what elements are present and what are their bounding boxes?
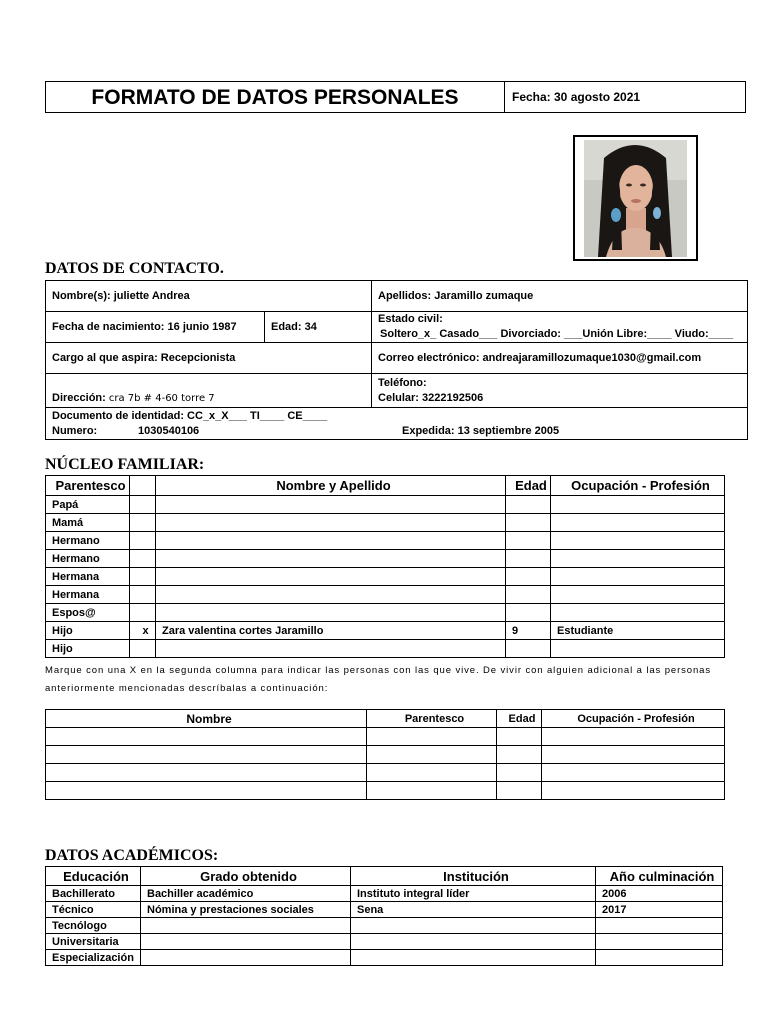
email-cell: Correo electrónico: andreajaramillozumaque1030@gmail.com (372, 343, 748, 374)
id-document-text: Documento de identidad: CC_x_X___ TI____ CE____ (52, 409, 328, 422)
header-cell: Edad (497, 710, 542, 728)
table-row (46, 622, 725, 640)
table-cell (46, 764, 367, 782)
table-cell: Hijo (46, 640, 130, 658)
address-value: cra 7b # 4-60 torre 7 (108, 393, 215, 404)
table-cell (141, 950, 351, 966)
table-cell (551, 604, 725, 622)
table-cell (596, 918, 723, 934)
table-cell (506, 496, 551, 514)
id-document-cell (46, 408, 748, 440)
marital-status-options: Soltero_x_ Casado___ Divorciado: ___Unión Libre:____ Viudo:____ (380, 328, 734, 340)
header-cell: Ocupación - Profesión (551, 476, 725, 496)
table-cell (367, 764, 497, 782)
table-cell: Hermana (46, 568, 130, 586)
table-cell (551, 640, 725, 658)
table-cell (551, 586, 725, 604)
table-cell (351, 918, 596, 934)
table-cell: Sena (351, 902, 596, 918)
header-cell: Edad (506, 476, 551, 496)
table-row (46, 886, 723, 902)
form-header (45, 81, 746, 113)
table-row (46, 764, 725, 782)
table-row (46, 550, 725, 568)
table-cell (130, 604, 156, 622)
contact-table (45, 280, 748, 440)
header-cell: Institución (351, 867, 596, 886)
table-cell (130, 514, 156, 532)
table-row (46, 604, 725, 622)
table-cell (367, 782, 497, 800)
additional-people-table (45, 709, 725, 800)
table-cell (156, 604, 506, 622)
form-date: Fecha: 30 agosto 2021 (512, 90, 641, 104)
table-cell: Papá (46, 496, 130, 514)
table-cell: Técnico (46, 902, 141, 918)
header-cell: Educación (46, 867, 141, 886)
table-cell (130, 568, 156, 586)
family-note: Marque con una X en la segunda columna para indicar las personas con las que vive. De vivir con alguien adicional a las personas anteriormente mencionadas descríbalas a continuación: (45, 665, 711, 694)
table-row (46, 782, 725, 800)
table-cell (156, 550, 506, 568)
table-cell (497, 764, 542, 782)
table-row (46, 746, 725, 764)
table-cell (141, 934, 351, 950)
family-table (45, 475, 725, 658)
names-cell: Nombre(s): juliette Andrea (46, 281, 372, 312)
id-number-label: Numero: (52, 424, 98, 437)
table-cell (506, 532, 551, 550)
table-cell: Mamá (46, 514, 130, 532)
table-row (46, 728, 725, 746)
table-cell: Nómina y prestaciones sociales (141, 902, 351, 918)
table-cell (130, 550, 156, 568)
table-row (46, 950, 723, 966)
table-cell (130, 496, 156, 514)
table-cell: 2017 (596, 902, 723, 918)
table-cell (506, 604, 551, 622)
table-cell (551, 532, 725, 550)
table-cell (46, 746, 367, 764)
table-cell (506, 586, 551, 604)
table-cell (497, 746, 542, 764)
table-row (46, 496, 725, 514)
table-row (46, 902, 723, 918)
academic-section-title: DATOS ACADÉMICOS: (45, 847, 219, 864)
header-cell: Ocupación - Profesión (542, 710, 725, 728)
header-cell: Año culminación (596, 867, 723, 886)
table-cell (551, 550, 725, 568)
phone-label: Teléfono: (378, 376, 427, 389)
table-cell (156, 586, 506, 604)
mobile-value: Celular: 3222192506 (378, 391, 484, 404)
header-cell: Parentesco (46, 476, 130, 496)
table-cell: Hermano (46, 550, 130, 568)
table-cell: 9 (506, 622, 551, 640)
contact-section-title: DATOS DE CONTACTO. (45, 260, 224, 277)
table-cell: Estudiante (551, 622, 725, 640)
table-cell: Universitaria (46, 934, 141, 950)
table-cell: Zara valentina cortes Jaramillo (156, 622, 506, 640)
table-cell (506, 568, 551, 586)
table-cell (367, 746, 497, 764)
table-cell: x (130, 622, 156, 640)
table-row (46, 514, 725, 532)
table-cell (367, 728, 497, 746)
table-cell (506, 550, 551, 568)
additional-header-row (46, 710, 725, 728)
table-cell (596, 934, 723, 950)
table-row (46, 640, 725, 658)
table-cell (130, 640, 156, 658)
header-cell (130, 476, 156, 496)
form-title: FORMATO DE DATOS PERSONALES (46, 82, 505, 112)
table-cell (46, 728, 367, 746)
family-header-row (46, 476, 725, 496)
table-cell (156, 532, 506, 550)
id-number-value: 1030540106 (138, 424, 200, 437)
table-row (46, 918, 723, 934)
table-cell (497, 728, 542, 746)
table-cell: Espos@ (46, 604, 130, 622)
academic-header-row (46, 867, 723, 886)
table-cell: Hermano (46, 532, 130, 550)
person-portrait-icon (584, 140, 687, 257)
header-cell: Grado obtenido (141, 867, 351, 886)
address-cell (46, 374, 372, 408)
table-cell: Instituto integral líder (351, 886, 596, 902)
table-cell (156, 496, 506, 514)
table-cell: Hermana (46, 586, 130, 604)
table-cell: Hijo (46, 622, 130, 640)
header-cell: Nombre (46, 710, 367, 728)
table-cell (542, 764, 725, 782)
table-cell (130, 586, 156, 604)
position-cell: Cargo al que aspira: Recepcionista (46, 343, 372, 374)
table-cell (351, 950, 596, 966)
marital-status-cell (372, 312, 748, 343)
table-cell (156, 640, 506, 658)
table-cell (506, 514, 551, 532)
table-cell (596, 950, 723, 966)
table-row (46, 934, 723, 950)
family-section-title: NÚCLEO FAMILIAR: (45, 456, 205, 473)
academic-table (45, 866, 723, 966)
table-cell: Bachiller académico (141, 886, 351, 902)
table-cell: Tecnólogo (46, 918, 141, 934)
header-cell: Nombre y Apellido (156, 476, 506, 496)
table-cell (551, 496, 725, 514)
table-cell (351, 934, 596, 950)
birthdate-cell: Fecha de nacimiento: 16 junio 1987 (46, 312, 265, 343)
profile-photo (573, 135, 698, 261)
table-cell: 2006 (596, 886, 723, 902)
table-cell (542, 746, 725, 764)
table-cell (130, 532, 156, 550)
header-cell: Parentesco (367, 710, 497, 728)
table-cell (551, 514, 725, 532)
table-cell (542, 728, 725, 746)
issued-date: Expedida: 13 septiembre 2005 (402, 424, 560, 437)
table-cell: Bachillerato (46, 886, 141, 902)
marital-status-label: Estado civil: (378, 313, 443, 325)
address-label: Dirección: (52, 392, 106, 404)
table-cell (506, 640, 551, 658)
table-cell (497, 782, 542, 800)
table-cell (156, 514, 506, 532)
surnames-cell: Apellidos: Jaramillo zumaque (372, 281, 748, 312)
table-cell (141, 918, 351, 934)
table-row (46, 586, 725, 604)
age-cell: Edad: 34 (265, 312, 372, 343)
table-cell: Especialización (46, 950, 141, 966)
table-cell (542, 782, 725, 800)
phone-cell (372, 374, 748, 408)
table-cell (46, 782, 367, 800)
table-row (46, 568, 725, 586)
table-cell (156, 568, 506, 586)
table-row (46, 532, 725, 550)
table-cell (551, 568, 725, 586)
